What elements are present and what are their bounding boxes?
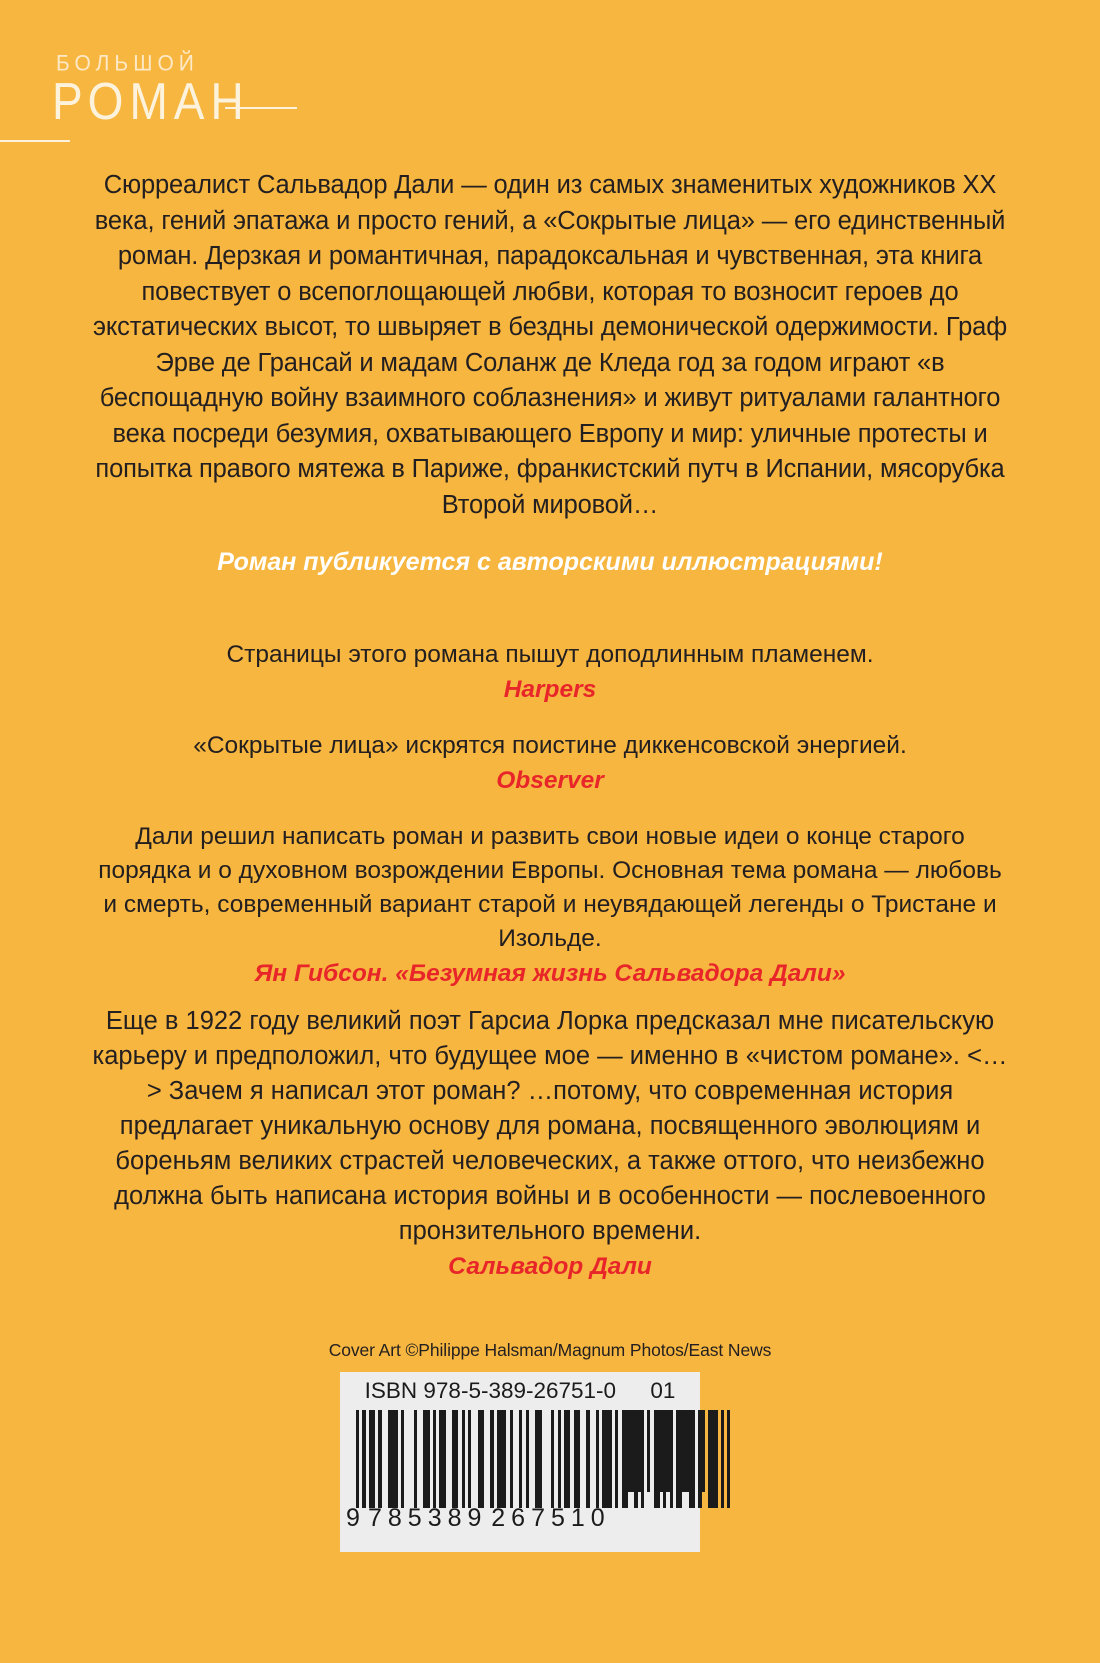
quote-block-observer xyxy=(90,729,1010,798)
barcode-digits-left: 785389 xyxy=(368,1504,488,1532)
barcode-digits-right: 267510 xyxy=(491,1504,611,1532)
isbn-number: 978-5-389-26751-0 xyxy=(423,1378,617,1403)
quote-body: Страницы этого романа пышут доподлинным пламенем. xyxy=(226,641,874,668)
barcode-addon-code: 01 xyxy=(650,1378,676,1403)
book-blurb: Сюрреалист Сальвадор Дали — один из самых знаменитых художников XX века, гений эпатажа и просто гений, а «Сокрытые лица» — его единственный роман. Дерзкая и романтичная, парадоксальная и чувственная, эта книга повествует о всепоглощающей любви, которая то возносит героев до экстатических высот, то швыряет в бездны демонической одержимости. Граф Эрве де Грансай и мадам Соланж де Кледа год за годом играют «в беспощадную войну взаимного соблазнения» и живут ритуалами галантного века посреди безумия, охватывающего Европу и мир: уличные протесты и попытка правого мятежа в Париже, франкистский путч в Испании, мясорубка Второй мировой… xyxy=(92,171,1008,519)
quote-body: Еще в 1922 году великий поэт Гарсиа Лорка предсказал мне писательскую карьеру и предположил, что будущее мое — именно в «чистом романе». <…> Зачем я написал этот роман? …потому, что современная история предлагает уникальную основу для романа, посвященного эволюциям и бореньям великих страстей человеческих, а также оттого, что неизбежно должна быть написана история войны и в особенности — послевоенного пронзительного времени. xyxy=(92,1007,1008,1245)
series-logo-line-big: РОМАН xyxy=(52,71,250,131)
series-logo xyxy=(0,52,300,132)
quote-block-gibson xyxy=(90,820,1010,991)
quote-body: «Сокрытые лица» искрятся поистине диккенсовской энергией. xyxy=(193,732,907,759)
quote-source: Сальвадор Дали xyxy=(448,1253,652,1280)
barcode xyxy=(340,1372,700,1552)
barcode-digits xyxy=(346,1504,636,1533)
logo-rule-left xyxy=(0,140,70,142)
isbn-label: ISBN xyxy=(364,1378,418,1403)
barcode-digit-lead: 9 xyxy=(346,1504,361,1532)
barcode-bars-addon xyxy=(628,1410,686,1492)
quote-source: Observer xyxy=(496,767,604,794)
barcode-bars-main xyxy=(356,1410,614,1508)
quote-body: Дали решил написать роман и развить свои новые идеи о конце старого порядка и о духовном возрождении Европы. Основная тема романа — любовь и смерть, современный вариант старой и неувядающей легенды о Тристане и Изольде. xyxy=(98,823,1002,952)
quote-source: Harpers xyxy=(503,676,597,703)
barcode-isbn-line xyxy=(340,1378,700,1404)
cover-art-credit: Cover Art ©Philippe Halsman/Magnum Photos/East News xyxy=(328,1340,772,1360)
series-logo-line-small: БОЛЬШОЙ xyxy=(56,51,199,76)
quote-block-harpers xyxy=(90,638,1010,707)
quote-block-dali xyxy=(90,1004,1010,1284)
quote-source: Ян Гибсон. «Безумная жизнь Сальвадора Дали» xyxy=(254,960,846,987)
illustration-note: Роман публикуется с авторскими иллюстрациями! xyxy=(217,548,883,576)
